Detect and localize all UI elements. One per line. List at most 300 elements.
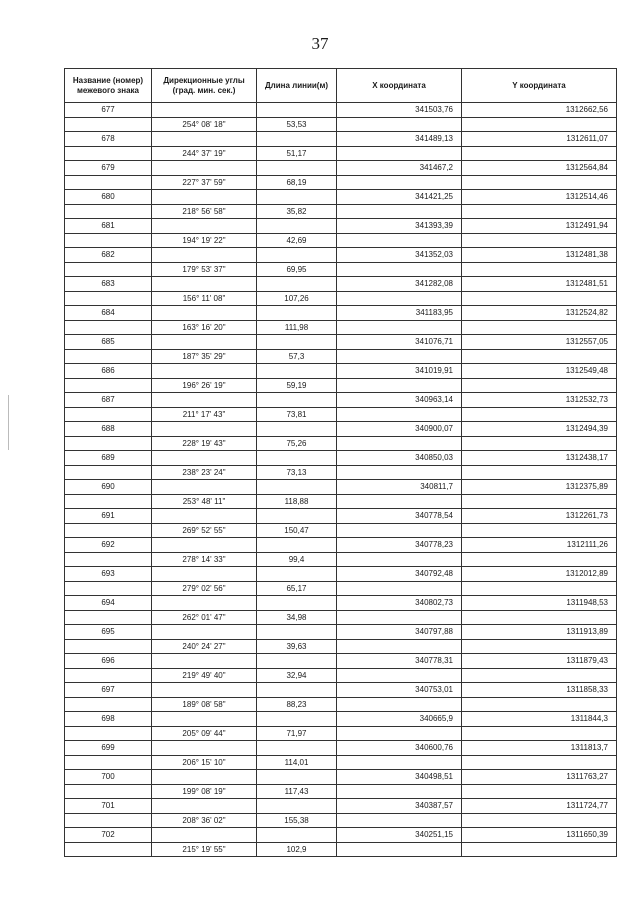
empty-cell: [337, 349, 462, 364]
table-row: [65, 393, 617, 408]
direction-angle-cell: 187° 35' 29": [152, 349, 257, 364]
empty-cell: [65, 581, 152, 596]
empty-cell: [257, 335, 337, 350]
y-coordinate-cell: 1311948,53: [462, 596, 617, 611]
table-row-segment: [65, 465, 617, 480]
marker-name-cell: 680: [65, 190, 152, 205]
empty-cell: [462, 784, 617, 799]
x-coordinate-cell: 341352,03: [337, 248, 462, 263]
y-coordinate-cell: 1312557,05: [462, 335, 617, 350]
empty-cell: [152, 538, 257, 553]
y-coordinate-cell: 1312375,89: [462, 480, 617, 495]
direction-angle-cell: 228° 19' 43": [152, 436, 257, 451]
y-coordinate-cell: 1311844,3: [462, 712, 617, 727]
empty-cell: [152, 509, 257, 524]
empty-cell: [65, 407, 152, 422]
y-coordinate-cell: 1312481,51: [462, 277, 617, 292]
marker-name-cell: 689: [65, 451, 152, 466]
x-coordinate-cell: 341282,08: [337, 277, 462, 292]
marker-name-cell: 694: [65, 596, 152, 611]
empty-cell: [337, 610, 462, 625]
direction-angle-cell: 240° 24' 27": [152, 639, 257, 654]
empty-cell: [462, 436, 617, 451]
marker-name-cell: 677: [65, 103, 152, 118]
direction-angle-cell: 253° 48' 11": [152, 494, 257, 509]
table-row: [65, 596, 617, 611]
empty-cell: [337, 523, 462, 538]
table-header-row: [65, 69, 617, 103]
y-coordinate-cell: 1311763,27: [462, 770, 617, 785]
y-coordinate-cell: 1311813,7: [462, 741, 617, 756]
table-row-segment: [65, 320, 617, 335]
empty-cell: [152, 567, 257, 582]
header-marker-name: Название (номер) межевого знака: [65, 69, 152, 103]
direction-angle-cell: 269° 52' 55": [152, 523, 257, 538]
table-row: [65, 625, 617, 640]
line-length-cell: 102,9: [257, 842, 337, 857]
line-length-cell: 57,3: [257, 349, 337, 364]
table-row: [65, 219, 617, 234]
empty-cell: [462, 726, 617, 741]
empty-cell: [462, 523, 617, 538]
empty-cell: [65, 233, 152, 248]
y-coordinate-cell: 1311913,89: [462, 625, 617, 640]
empty-cell: [337, 668, 462, 683]
empty-cell: [337, 407, 462, 422]
table-row: [65, 306, 617, 321]
empty-cell: [152, 248, 257, 263]
direction-angle-cell: 156° 11' 08": [152, 291, 257, 306]
empty-cell: [65, 204, 152, 219]
direction-angle-cell: 205° 09' 44": [152, 726, 257, 741]
y-coordinate-cell: 1311858,33: [462, 683, 617, 698]
direction-angle-cell: 194° 19' 22": [152, 233, 257, 248]
empty-cell: [462, 146, 617, 161]
empty-cell: [257, 712, 337, 727]
empty-cell: [257, 654, 337, 669]
x-coordinate-cell: 340498,51: [337, 770, 462, 785]
x-coordinate-cell: 340665,9: [337, 712, 462, 727]
marker-name-cell: 679: [65, 161, 152, 176]
line-length-cell: 99,4: [257, 552, 337, 567]
empty-cell: [337, 755, 462, 770]
x-coordinate-cell: 340802,73: [337, 596, 462, 611]
table-row-segment: [65, 755, 617, 770]
y-coordinate-cell: 1312111,26: [462, 538, 617, 553]
empty-cell: [65, 784, 152, 799]
table-row: [65, 364, 617, 379]
table-row: [65, 422, 617, 437]
empty-cell: [65, 523, 152, 538]
empty-cell: [65, 755, 152, 770]
empty-cell: [462, 842, 617, 857]
table-row-segment: [65, 262, 617, 277]
empty-cell: [337, 813, 462, 828]
table-row-segment: [65, 204, 617, 219]
x-coordinate-cell: 341421,25: [337, 190, 462, 205]
table-row-segment: [65, 610, 617, 625]
empty-cell: [462, 465, 617, 480]
empty-cell: [462, 117, 617, 132]
table-row: [65, 770, 617, 785]
marker-name-cell: 692: [65, 538, 152, 553]
table-row: [65, 480, 617, 495]
marker-name-cell: 684: [65, 306, 152, 321]
table-row-segment: [65, 175, 617, 190]
table-row-segment: [65, 146, 617, 161]
x-coordinate-cell: 340811,7: [337, 480, 462, 495]
y-coordinate-cell: 1312611,07: [462, 132, 617, 147]
x-coordinate-cell: 341393,39: [337, 219, 462, 234]
table-row: [65, 683, 617, 698]
direction-angle-cell: 279° 02' 56": [152, 581, 257, 596]
empty-cell: [337, 784, 462, 799]
line-length-cell: 35,82: [257, 204, 337, 219]
empty-cell: [337, 494, 462, 509]
x-coordinate-cell: 340600,76: [337, 741, 462, 756]
marker-name-cell: 697: [65, 683, 152, 698]
empty-cell: [65, 726, 152, 741]
marker-name-cell: 678: [65, 132, 152, 147]
line-length-cell: 51,17: [257, 146, 337, 161]
marker-name-cell: 702: [65, 828, 152, 843]
empty-cell: [152, 219, 257, 234]
line-length-cell: 59,19: [257, 378, 337, 393]
empty-cell: [152, 103, 257, 118]
empty-cell: [462, 262, 617, 277]
table-row: [65, 799, 617, 814]
line-length-cell: 114,01: [257, 755, 337, 770]
x-coordinate-cell: 341183,95: [337, 306, 462, 321]
x-coordinate-cell: 340963,14: [337, 393, 462, 408]
x-coordinate-cell: 340778,23: [337, 538, 462, 553]
empty-cell: [462, 349, 617, 364]
y-coordinate-cell: 1312514,46: [462, 190, 617, 205]
empty-cell: [462, 494, 617, 509]
empty-cell: [257, 190, 337, 205]
empty-cell: [257, 538, 337, 553]
y-coordinate-cell: 1312438,17: [462, 451, 617, 466]
scan-margin-mark: [8, 395, 9, 450]
x-coordinate-cell: 340778,54: [337, 509, 462, 524]
empty-cell: [152, 596, 257, 611]
line-length-cell: 34,98: [257, 610, 337, 625]
empty-cell: [257, 509, 337, 524]
marker-name-cell: 693: [65, 567, 152, 582]
line-length-cell: 118,88: [257, 494, 337, 509]
marker-name-cell: 682: [65, 248, 152, 263]
y-coordinate-cell: 1312494,39: [462, 422, 617, 437]
marker-name-cell: 685: [65, 335, 152, 350]
coordinates-table: [64, 68, 617, 857]
empty-cell: [462, 755, 617, 770]
marker-name-cell: 690: [65, 480, 152, 495]
table-row-segment: [65, 407, 617, 422]
direction-angle-cell: 199° 08' 19": [152, 784, 257, 799]
line-length-cell: 53,53: [257, 117, 337, 132]
empty-cell: [337, 726, 462, 741]
table-row: [65, 277, 617, 292]
table-row-segment: [65, 291, 617, 306]
empty-cell: [337, 320, 462, 335]
line-length-cell: 88,23: [257, 697, 337, 712]
x-coordinate-cell: 340753,01: [337, 683, 462, 698]
empty-cell: [337, 204, 462, 219]
table-body: [65, 103, 617, 857]
empty-cell: [257, 451, 337, 466]
table-row: [65, 654, 617, 669]
table-row-segment: [65, 233, 617, 248]
empty-cell: [65, 465, 152, 480]
line-length-cell: 68,19: [257, 175, 337, 190]
empty-cell: [152, 770, 257, 785]
y-coordinate-cell: 1311724,77: [462, 799, 617, 814]
empty-cell: [65, 842, 152, 857]
empty-cell: [257, 393, 337, 408]
empty-cell: [337, 552, 462, 567]
empty-cell: [65, 117, 152, 132]
marker-name-cell: 698: [65, 712, 152, 727]
direction-angle-cell: 189° 08' 58": [152, 697, 257, 712]
table-row-segment: [65, 842, 617, 857]
direction-angle-cell: 262° 01' 47": [152, 610, 257, 625]
x-coordinate-cell: 340850,03: [337, 451, 462, 466]
table-row: [65, 103, 617, 118]
empty-cell: [462, 813, 617, 828]
header-y-coordinate: Y координата: [462, 69, 617, 103]
header-x-coordinate: Х координата: [337, 69, 462, 103]
y-coordinate-cell: 1312491,94: [462, 219, 617, 234]
empty-cell: [257, 132, 337, 147]
empty-cell: [462, 233, 617, 248]
empty-cell: [65, 146, 152, 161]
table-row: [65, 828, 617, 843]
empty-cell: [257, 741, 337, 756]
line-length-cell: 73,81: [257, 407, 337, 422]
direction-angle-cell: 244° 37' 19": [152, 146, 257, 161]
line-length-cell: 42,69: [257, 233, 337, 248]
x-coordinate-cell: 341019,91: [337, 364, 462, 379]
direction-angle-cell: 206° 15' 10": [152, 755, 257, 770]
empty-cell: [65, 291, 152, 306]
empty-cell: [257, 306, 337, 321]
empty-cell: [257, 596, 337, 611]
table-row: [65, 509, 617, 524]
empty-cell: [257, 103, 337, 118]
empty-cell: [65, 552, 152, 567]
empty-cell: [152, 132, 257, 147]
x-coordinate-cell: 340797,88: [337, 625, 462, 640]
marker-name-cell: 701: [65, 799, 152, 814]
direction-angle-cell: 179° 53' 37": [152, 262, 257, 277]
line-length-cell: 75,26: [257, 436, 337, 451]
direction-angle-cell: 208° 36' 02": [152, 813, 257, 828]
y-coordinate-cell: 1312481,38: [462, 248, 617, 263]
empty-cell: [152, 277, 257, 292]
table-row-segment: [65, 784, 617, 799]
empty-cell: [337, 146, 462, 161]
marker-name-cell: 686: [65, 364, 152, 379]
empty-cell: [152, 683, 257, 698]
table-row: [65, 248, 617, 263]
header-line-length: Длина линии(м): [257, 69, 337, 103]
empty-cell: [257, 219, 337, 234]
table-row: [65, 712, 617, 727]
direction-angle-cell: 254° 08' 18": [152, 117, 257, 132]
line-length-cell: 69,95: [257, 262, 337, 277]
empty-cell: [462, 581, 617, 596]
empty-cell: [257, 364, 337, 379]
empty-cell: [337, 175, 462, 190]
empty-cell: [462, 175, 617, 190]
table-row-segment: [65, 494, 617, 509]
empty-cell: [257, 828, 337, 843]
empty-cell: [257, 567, 337, 582]
y-coordinate-cell: 1312532,73: [462, 393, 617, 408]
empty-cell: [65, 436, 152, 451]
empty-cell: [65, 494, 152, 509]
empty-cell: [152, 799, 257, 814]
y-coordinate-cell: 1312261,73: [462, 509, 617, 524]
table-row: [65, 538, 617, 553]
empty-cell: [257, 480, 337, 495]
empty-cell: [462, 639, 617, 654]
direction-angle-cell: 238° 23' 24": [152, 465, 257, 480]
empty-cell: [337, 233, 462, 248]
empty-cell: [257, 770, 337, 785]
line-length-cell: 71,97: [257, 726, 337, 741]
table-row: [65, 451, 617, 466]
table-row: [65, 567, 617, 582]
x-coordinate-cell: 341467,2: [337, 161, 462, 176]
y-coordinate-cell: 1312662,56: [462, 103, 617, 118]
x-coordinate-cell: 341503,76: [337, 103, 462, 118]
table-row: [65, 335, 617, 350]
empty-cell: [462, 378, 617, 393]
marker-name-cell: 699: [65, 741, 152, 756]
marker-name-cell: 696: [65, 654, 152, 669]
empty-cell: [337, 378, 462, 393]
empty-cell: [65, 262, 152, 277]
marker-name-cell: 681: [65, 219, 152, 234]
empty-cell: [257, 161, 337, 176]
table-row-segment: [65, 349, 617, 364]
x-coordinate-cell: 340792,48: [337, 567, 462, 582]
empty-cell: [65, 697, 152, 712]
empty-cell: [65, 813, 152, 828]
empty-cell: [337, 581, 462, 596]
empty-cell: [337, 262, 462, 277]
empty-cell: [462, 320, 617, 335]
table-row: [65, 741, 617, 756]
marker-name-cell: 695: [65, 625, 152, 640]
empty-cell: [65, 320, 152, 335]
empty-cell: [462, 552, 617, 567]
header-direction-angle: Дирекционные углы (град. мин. сек.): [152, 69, 257, 103]
line-length-cell: 65,17: [257, 581, 337, 596]
empty-cell: [337, 465, 462, 480]
y-coordinate-cell: 1312564,84: [462, 161, 617, 176]
direction-angle-cell: 218° 56' 58": [152, 204, 257, 219]
marker-name-cell: 700: [65, 770, 152, 785]
table-row-segment: [65, 117, 617, 132]
empty-cell: [152, 741, 257, 756]
x-coordinate-cell: 340387,57: [337, 799, 462, 814]
empty-cell: [65, 175, 152, 190]
empty-cell: [337, 639, 462, 654]
direction-angle-cell: 211° 17' 43": [152, 407, 257, 422]
empty-cell: [337, 436, 462, 451]
empty-cell: [65, 378, 152, 393]
line-length-cell: 111,98: [257, 320, 337, 335]
y-coordinate-cell: 1312012,89: [462, 567, 617, 582]
page-number: 37: [311, 34, 329, 53]
empty-cell: [65, 668, 152, 683]
empty-cell: [152, 161, 257, 176]
empty-cell: [152, 828, 257, 843]
empty-cell: [257, 799, 337, 814]
table-row-segment: [65, 639, 617, 654]
empty-cell: [462, 668, 617, 683]
empty-cell: [337, 697, 462, 712]
table-row-segment: [65, 436, 617, 451]
empty-cell: [152, 654, 257, 669]
line-length-cell: 117,43: [257, 784, 337, 799]
marker-name-cell: 683: [65, 277, 152, 292]
empty-cell: [152, 422, 257, 437]
empty-cell: [462, 610, 617, 625]
line-length-cell: 150,47: [257, 523, 337, 538]
line-length-cell: 107,26: [257, 291, 337, 306]
line-length-cell: 32,94: [257, 668, 337, 683]
empty-cell: [152, 364, 257, 379]
x-coordinate-cell: 340251,15: [337, 828, 462, 843]
table-row-segment: [65, 726, 617, 741]
empty-cell: [462, 697, 617, 712]
marker-name-cell: 687: [65, 393, 152, 408]
table-row-segment: [65, 523, 617, 538]
empty-cell: [257, 248, 337, 263]
line-length-cell: 73,13: [257, 465, 337, 480]
empty-cell: [337, 291, 462, 306]
table-row-segment: [65, 697, 617, 712]
x-coordinate-cell: 340778,31: [337, 654, 462, 669]
empty-cell: [462, 291, 617, 306]
empty-cell: [152, 190, 257, 205]
y-coordinate-cell: 1311650,39: [462, 828, 617, 843]
table-row: [65, 132, 617, 147]
x-coordinate-cell: 341489,13: [337, 132, 462, 147]
empty-cell: [337, 117, 462, 132]
empty-cell: [65, 610, 152, 625]
table-row: [65, 161, 617, 176]
empty-cell: [152, 625, 257, 640]
direction-angle-cell: 163° 16' 20": [152, 320, 257, 335]
empty-cell: [152, 306, 257, 321]
empty-cell: [152, 335, 257, 350]
empty-cell: [337, 842, 462, 857]
empty-cell: [257, 277, 337, 292]
y-coordinate-cell: 1312524,82: [462, 306, 617, 321]
marker-name-cell: 688: [65, 422, 152, 437]
empty-cell: [462, 204, 617, 219]
table-row: [65, 190, 617, 205]
x-coordinate-cell: 340900,07: [337, 422, 462, 437]
x-coordinate-cell: 341076,71: [337, 335, 462, 350]
direction-angle-cell: 227° 37' 59": [152, 175, 257, 190]
table-row-segment: [65, 552, 617, 567]
empty-cell: [257, 625, 337, 640]
